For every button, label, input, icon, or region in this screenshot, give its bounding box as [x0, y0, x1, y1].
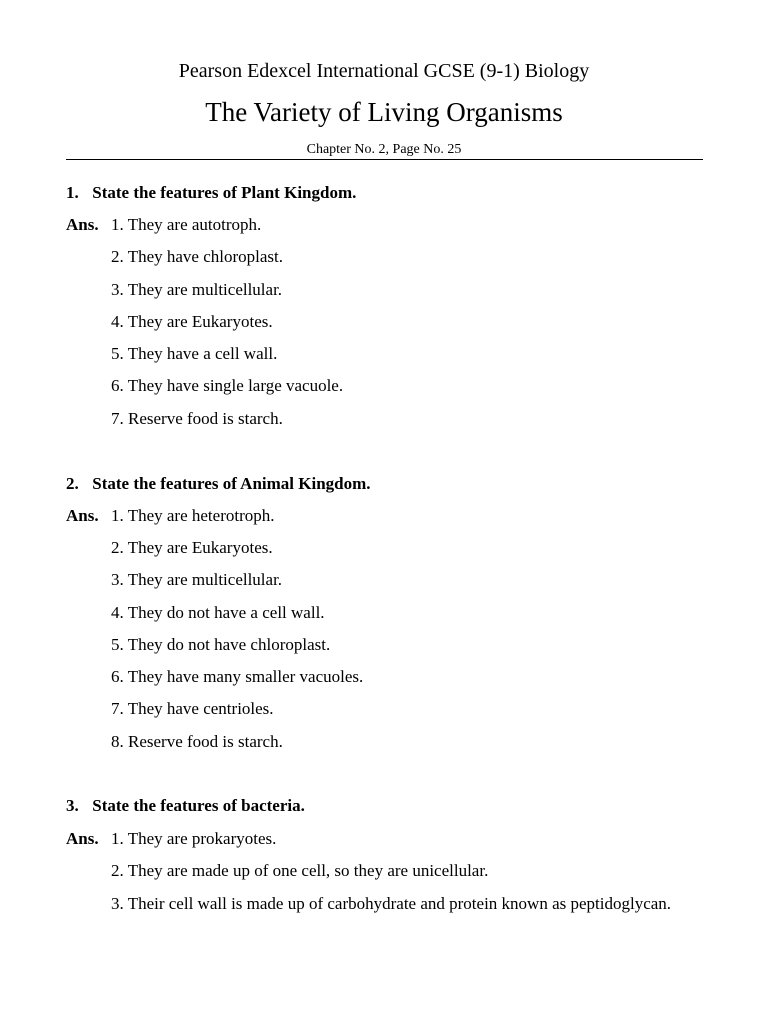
question-text: State the features of bacteria. — [92, 796, 305, 815]
answer-item: 3. They are multicellular. — [111, 280, 283, 299]
header-divider — [66, 159, 703, 160]
answer-item: 1. They are prokaryotes. — [111, 829, 277, 848]
answer-item: 2. They are made up of one cell, so they are unicellular. — [111, 861, 489, 880]
answer-item: 2. They have chloroplast. — [111, 247, 284, 266]
answer-item: 5. They do not have chloroplast. — [111, 635, 331, 654]
answer-label: Ans. — [66, 506, 99, 525]
answer-item: 3. They are multicellular. — [111, 570, 283, 589]
answer-label: Ans. — [66, 215, 99, 234]
answer-item: 4. They do not have a cell wall. — [111, 603, 325, 622]
answer-item: 5. They have a cell wall. — [111, 344, 278, 363]
answer-item: 1. They are heterotroph. — [111, 506, 275, 525]
question-text: State the features of Animal Kingdom. — [92, 474, 371, 493]
answer-item: 1. They are autotroph. — [111, 215, 262, 234]
answer-item: 7. They have centrioles. — [111, 699, 274, 718]
question-1 — [66, 183, 356, 203]
answer-item: 8. Reserve food is starch. — [111, 732, 283, 751]
question-number: 2. — [66, 474, 79, 493]
question-text: State the features of Plant Kingdom. — [92, 183, 357, 202]
answer-item: 6. They have single large vacuole. — [111, 376, 344, 395]
answer-label: Ans. — [66, 829, 99, 848]
answer-item: 7. Reserve food is starch. — [111, 409, 283, 428]
answer-item: 3. Their cell wall is made up of carbohydrate and protein known as peptidoglycan. — [111, 894, 672, 913]
answer-item: 6. They have many smaller vacuoles. — [111, 667, 364, 686]
question-3 — [66, 796, 305, 816]
question-number: 3. — [66, 796, 79, 815]
question-number: 1. — [66, 183, 79, 202]
answer-item: 2. They are Eukaryotes. — [111, 538, 273, 557]
question-2 — [66, 474, 371, 494]
answer-item: 4. They are Eukaryotes. — [111, 312, 273, 331]
chapter-reference: Chapter No. 2, Page No. 25 — [306, 142, 462, 157]
subject-heading: Pearson Edexcel International GCSE (9-1) Biology — [178, 60, 590, 82]
document-title: The Variety of Living Organisms — [205, 97, 563, 127]
